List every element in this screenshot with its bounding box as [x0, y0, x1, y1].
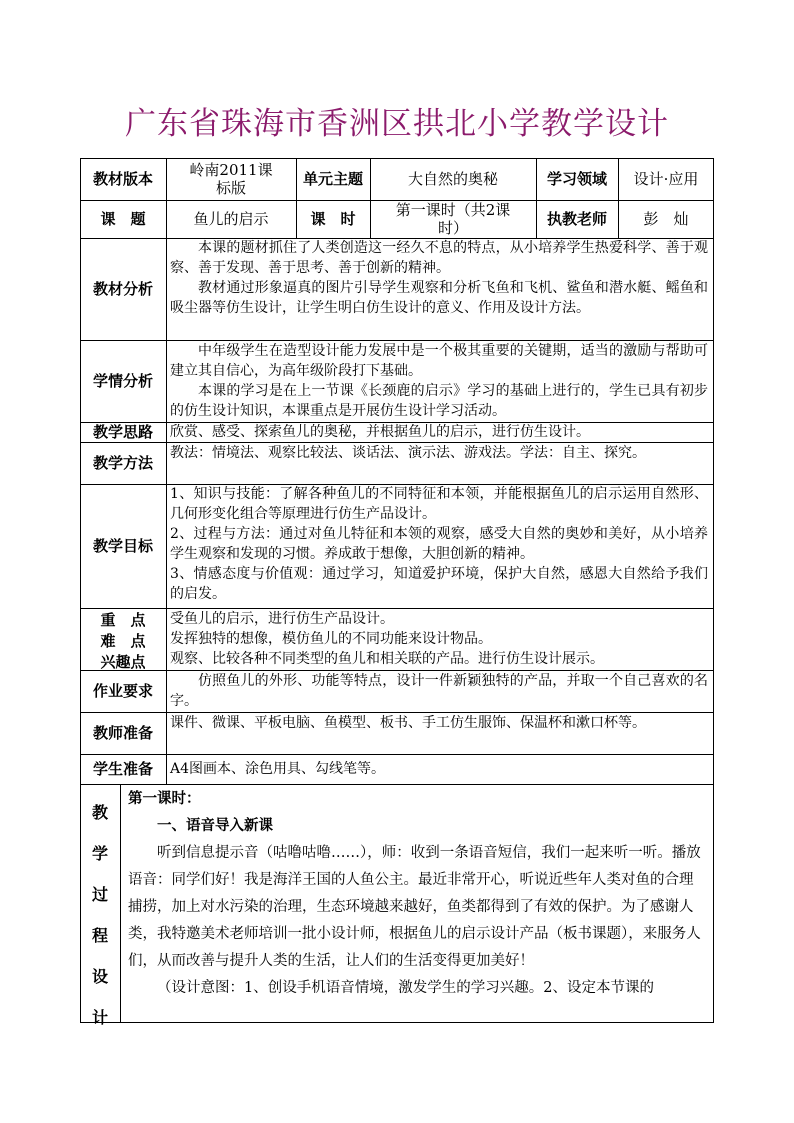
interest-point-label: 兴趣点 — [100, 653, 146, 671]
side-char: 计 — [91, 1008, 108, 1027]
teaching-approach-label: 教学思路 — [92, 423, 153, 441]
lesson-topic-value: 鱼儿的启示 — [193, 210, 269, 228]
keypoints-text — [170, 609, 708, 669]
key-point-text: 受鱼儿的启示，进行仿生产品设计。 — [170, 611, 394, 627]
textbook-analysis-label: 教材分析 — [92, 280, 153, 298]
teaching-process-side-label — [80, 792, 120, 1038]
lesson-topic-label: 课 题 — [100, 210, 146, 228]
keypoints-labels — [80, 609, 166, 669]
teaching-process-body — [128, 786, 704, 1002]
teaching-goals-label: 教学目标 — [92, 537, 153, 555]
intro-paragraph: 听到信息提示音（咕噜咕噜……），师：收到一条语音短信，我们一起来听一听。播放语音：同学们好！我是海洋王国的人鱼公主。最近非常开心，听说近些年人类对鱼的合理捕捞，加上对水污染的治理，生态环境越来越好，鱼类都得到了有效的保护。为了感谢人类，我特邀美术老师培训一批小设计师，根据鱼儿的启示设计产品（板书课题），来服务人们，从而改善与提升人类的生活，让人们的生活变得更加美好！ — [128, 845, 701, 969]
unit-theme-label: 单元主题 — [302, 170, 363, 188]
teaching-methods-text: 教法：情境法、观察比较法、谈话法、演示法、游戏法。学法：自主、探究。 — [170, 445, 646, 461]
textbook-version-value: 岭南2011课标版 — [189, 161, 273, 197]
teaching-methods-label: 教学方法 — [92, 454, 153, 472]
side-char: 过 — [91, 885, 108, 904]
teacher-prep-text: 课件、微课、平板电脑、鱼模型、板书、手工仿生服饰、保温杯和漱口杯等。 — [170, 715, 646, 731]
homework-label: 作业要求 — [92, 682, 153, 700]
learning-field-label: 学习领域 — [546, 170, 607, 188]
goal-attitude: 3、情感态度与价值观：通过学习，知道爱护环境，保护大自然，感恩大自然给予我们的启发。 — [170, 566, 708, 602]
textbook-analysis-text — [170, 238, 708, 318]
teaching-goals-text — [170, 484, 708, 604]
side-char: 学 — [91, 844, 108, 863]
student-analysis-text — [170, 341, 708, 421]
difficult-point-text: 发挥独特的想像，模仿鱼儿的不同功能来设计物品。 — [170, 631, 492, 647]
learning-field-value: 设计·应用 — [633, 170, 699, 188]
homework-text: 仿照鱼儿的外形、功能等特点，设计一件新颖独特的产品，并取一个自己喜欢的名字。 — [170, 673, 708, 709]
textbook-analysis-p1: 本课的题材抓住了人类创造这一经久不息的特点，从小培养学生热爱科学、善于观察、善于发现、善于思考、善于创新的精神。 — [170, 240, 708, 276]
student-analysis-p2: 本课的学习是在上一节课《长颈鹿的启示》学习的基础上进行的，学生已具有初步的仿生设计知识，本课重点是开展仿生设计学习活动。 — [170, 383, 708, 419]
teacher-name: 彭 灿 — [643, 210, 689, 228]
teaching-approach-text: 欣赏、感受、探索鱼儿的奥秘，并根据鱼儿的启示，进行仿生设计。 — [170, 424, 590, 440]
difficult-point-label: 难 点 — [100, 632, 146, 650]
teacher-label: 执教老师 — [546, 210, 607, 228]
unit-theme-value: 大自然的奥秘 — [407, 170, 498, 188]
page-title: 广东省珠海市香洲区拱北小学教学设计 — [125, 106, 669, 142]
design-intent-note: （设计意图：1、创设手机语音情境，激发学生的学习兴趣。2、设定本节课的 — [157, 980, 654, 996]
side-char: 设 — [91, 967, 108, 986]
period-label: 课 时 — [310, 210, 356, 228]
teacher-prep-label: 教师准备 — [92, 724, 153, 742]
section-heading: 一、语音导入新课 — [157, 818, 273, 834]
key-point-label: 重 点 — [100, 611, 146, 629]
textbook-version-label: 教材版本 — [92, 170, 153, 188]
student-analysis-label: 学情分析 — [92, 372, 153, 390]
side-char: 教 — [91, 803, 108, 822]
lesson-plan-table — [80, 158, 714, 1027]
interest-point-text: 观察、比较各种不同类型的鱼儿和相关联的产品。进行仿生设计展示。 — [170, 651, 604, 667]
goal-knowledge: 1、知识与技能：了解各种鱼儿的不同特征和本领，并能根据鱼儿的启示运用自然形、几何形变化组合等原理进行仿生产品设计。 — [170, 486, 708, 522]
period-value: 第一课时（共2课时） — [395, 201, 511, 237]
lesson-heading: 第一课时： — [128, 791, 201, 807]
student-prep-label: 学生准备 — [92, 760, 153, 778]
student-analysis-p1: 中年级学生在造型设计能力发展中是一个极其重要的关键期，适当的激励与帮助可建立其自信心，为高年级阶段打下基础。 — [170, 343, 708, 379]
side-char: 程 — [91, 926, 108, 945]
student-prep-text: A4图画本、涂色用具、勾线笔等。 — [170, 761, 386, 777]
textbook-analysis-p2: 教材通过形象逼真的图片引导学生观察和分析飞鱼和飞机、鲨鱼和潜水艇、鳐鱼和吸尘器等仿生设计，让学生明白仿生设计的意义、作用及设计方法。 — [170, 280, 708, 316]
goal-process: 2、过程与方法：通过对鱼儿特征和本领的观察，感受大自然的奥妙和美好，从小培养学生观察和发现的习惯。养成敢于想像，大胆创新的精神。 — [170, 526, 708, 562]
